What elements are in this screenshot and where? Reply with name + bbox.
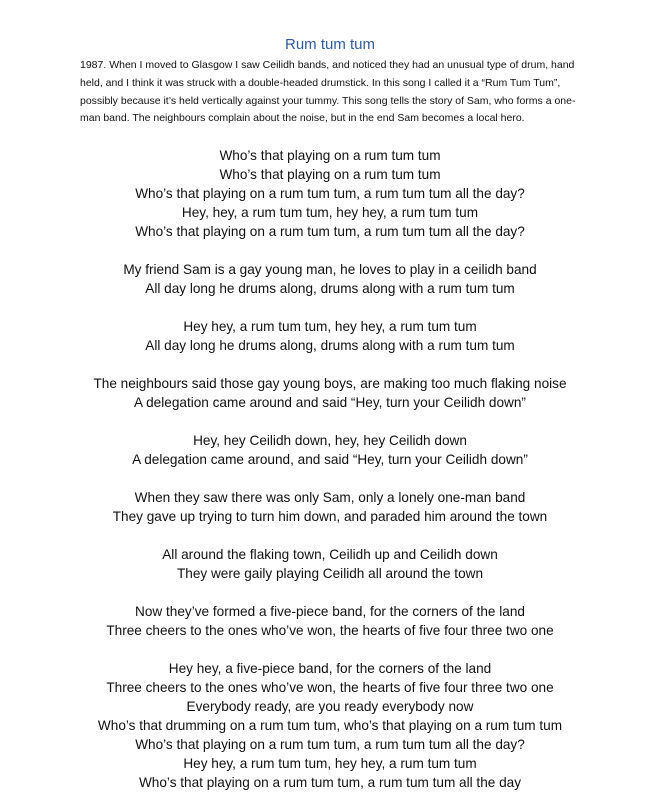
- lyric-line: Now they’ve formed a five-piece band, for the corners of the land: [135, 604, 525, 619]
- lyric-stanza: [0, 488, 660, 526]
- lyric-line: Everybody ready, are you ready everybody now: [186, 699, 474, 714]
- lyric-line: My friend Sam is a gay young man, he loves to play in a ceilidh band: [123, 262, 537, 277]
- lyric-stanza: [0, 602, 660, 640]
- lyric-stanza: [0, 260, 660, 298]
- lyric-line: Who’s that playing on a rum tum tum, a rum tum tum all the day?: [135, 224, 525, 239]
- lyric-line: All day long he drums along, drums along with a rum tum tum: [145, 338, 515, 353]
- lyric-line: Who’s that playing on a rum tum tum, a rum tum tum all the day?: [135, 737, 525, 752]
- lyric-line: Who’s that playing on a rum tum tum, a rum tum tum all the day: [138, 775, 522, 790]
- song-title: Rum tum tum: [284, 36, 375, 53]
- lyric-line: They were gaily playing Ceilidh all around the town: [176, 566, 484, 581]
- lyric-line: Who’s that playing on a rum tum tum, a rum tum tum all the day?: [135, 186, 525, 201]
- lyrics: [0, 146, 660, 811]
- lyric-line: Who’s that playing on a rum tum tum: [219, 167, 441, 182]
- lyric-line: When they saw there was only Sam, only a lonely one-man band: [134, 490, 526, 505]
- lyric-line: They gave up trying to turn him down, and paraded him around the town: [112, 509, 548, 524]
- lyric-line: Hey, hey, a rum tum tum, hey hey, a rum tum tum: [181, 205, 479, 220]
- lyric-line: Three cheers to the ones who’ve won, the hearts of five four three two one: [106, 623, 554, 638]
- lyric-line: Hey hey, a five-piece band, for the corners of the land: [168, 661, 492, 676]
- lyric-line: A delegation came around, and said “Hey, turn your Ceilidh down”: [132, 452, 528, 467]
- lyric-line: Three cheers to the ones who’ve won, the hearts of five four three two one: [106, 680, 554, 695]
- lyric-stanza: [0, 374, 660, 412]
- lyric-line: Hey hey, a rum tum tum, hey hey, a rum tum tum: [183, 319, 477, 334]
- lyric-stanza: [0, 659, 660, 792]
- lyric-line: Who’s that drumming on a rum tum tum, who’s that playing on a rum tum tum: [97, 718, 563, 733]
- lyric-line: Who’s that playing on a rum tum tum: [219, 148, 441, 163]
- lyric-stanza: [0, 431, 660, 469]
- lyric-line: The neighbours said those gay young boys, are making too much flaking noise: [93, 376, 567, 391]
- lyric-stanza: [0, 317, 660, 355]
- lyric-line: Hey, hey Ceilidh down, hey, hey Ceilidh down: [193, 433, 467, 448]
- lyric-line: All around the flaking town, Ceilidh up and Ceilidh down: [162, 547, 498, 562]
- lyric-stanza: [0, 545, 660, 583]
- lyric-line: Hey hey, a rum tum tum, hey hey, a rum tum tum: [183, 756, 477, 771]
- intro-text: 1987. When I moved to Glasgow I saw Ceilidh bands, and noticed they had an unusual type of drum, hand held, and I think it was struck with a double-headed drumstick. In this song I called it a “Rum Tum Tum”, possibly because it’s held vertically against your tummy. This song tells the story of Sam, who forms a one-man band. The neighbours complain about the noise, but in the end Sam becomes a local hero.: [80, 59, 576, 125]
- lyric-stanza: [0, 146, 660, 241]
- intro-paragraph: [80, 57, 590, 128]
- lyric-line: All day long he drums along, drums along with a rum tum tum: [145, 281, 515, 296]
- lyric-line: A delegation came around and said “Hey, turn your Ceilidh down”: [134, 395, 526, 410]
